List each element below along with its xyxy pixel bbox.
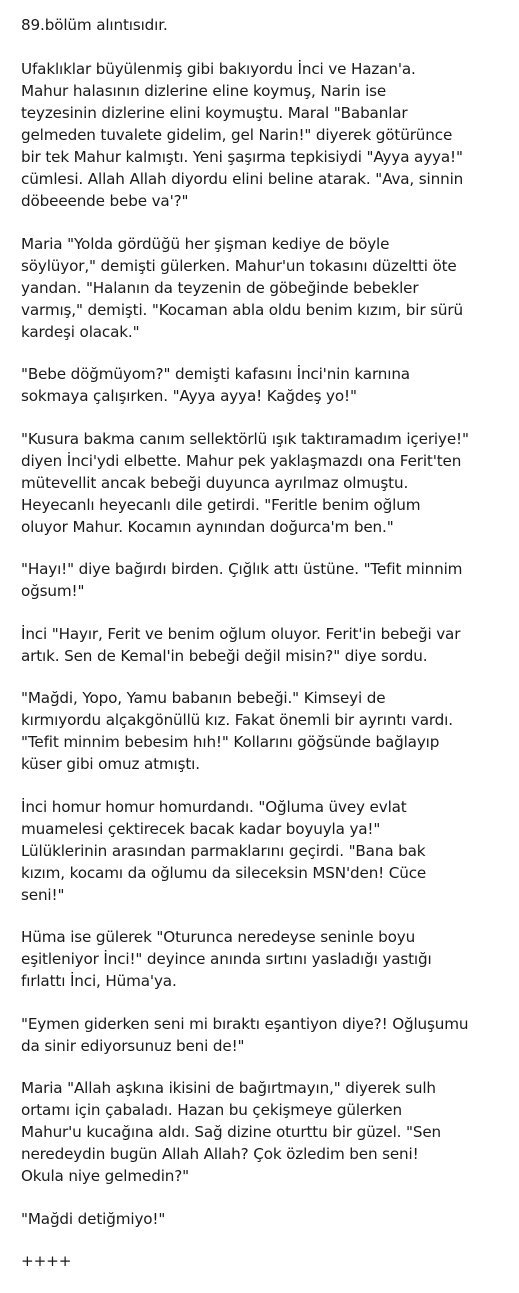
section-separator: ++++ [21, 1252, 72, 1270]
paragraph-12: "Mağdi detiğmiyo!" [21, 1209, 166, 1228]
paragraph-5: "Hayı!" diye bağırdı birden. Çığlık attı üstüne. "Tefit minnim oğsum!" [21, 560, 463, 600]
paragraph-7: "Mağdi, Yopo, Yamu babanın bebeği." Kimseyi de kırmıyordu alçakgönüllü kız. Fakat önemli bir ayrıntı vardı. "Tefit minnim bebesim hıh!" Kollarını göğsünde bağlayıp küser gibi omuz atmıştı. [21, 689, 453, 773]
chapter-header: 89.bölüm alıntısıdır. [21, 16, 168, 34]
paragraph-6: İnci "Hayır, Ferit ve benim oğlum oluyor. Ferit'in bebeği var artık. Sen de Kemal'in bebeği değil misin?" diye sordu. [21, 624, 461, 665]
paragraph-1: Ufaklıklar büyülenmiş gibi bakıyordu İnci ve Hazan'a. Mahur halasının dizlerine eline koymuş, Narin ise teyzesinin dizlerine elini koymuştu. Maral "Babanlar gelmeden tuvalete gidelim, gel Narin!" diyerek götürünce bir tek Mahur kalmıştı. Yeni şaşırma tepkisiydi "Ayya ayya!" cümlesi. Allah Allah diyordu elini beline atarak. "Ava, sinnin döbeeende bebe va'?" [21, 60, 464, 210]
paragraph-10: "Eymen giderken seni mi bıraktı eşantiyon diye?! Oğluşumu da sinir ediyorsunuz beni de!" [21, 1014, 469, 1055]
paragraph-2: Maria "Yolda gördüğü her şişman kediye de böyle söylüyor," demişti gülerken. Mahur'un tokasını düzeltti öte yandan. "Halanın da teyzenin de göbeğinde bebekler varmış," demişti. "Kocaman abla oldu benim kızım, bir sürü kardeşi olacak." [21, 234, 463, 341]
paragraph-11: Maria "Allah aşkına ikisini de bağırtmayın," diyerek sulh ortamı için çabaladı. Hazan bu çekişmeye gülerken Mahur'u kucağına aldı. Sağ dizine oturttu bir güzel. "Sen neredeydin bugün Allah Allah? Çok özledim ben seni! Okula niye gelmedin?" [21, 1079, 441, 1185]
paragraph-3: "Bebe döğmüyom?" demişti kafasını İnci'nin karnına sokmaya çalışırken. "Ayya ayya! Kağdeş yo!" [21, 365, 410, 405]
paragraph-9: Hüma ise gülerek "Oturunca neredeyse seninle boyu eşitleniyor İnci!" deyince anında sırtını yasladığı yastığı fırlattı İnci, Hüma'ya. [21, 928, 432, 990]
paragraph-8: İnci homur homur homurdandı. "Oğluma üvey evlat muamelesi çektirecek bacak kadar boyuyla ya!" Lülüklerinin arasından parmaklarını geçirdi. "Bana bak kızım, kocamı da oğlumu da sileceksin MSN'den! Cüce seni!" [21, 797, 427, 904]
paragraph-4: "Kusura bakma canım sellektörlü ışık taktıramadım içeriye!" diyen İnci'ydi elbette. Mahur pek yaklaşmazdı ona Ferit'ten mütevellit ancak bebeği duyunca ayrılmaz olmuştu. Heyecanlı heyecanlı dile getirdi. "Feritle benim oğlum oluyor Mahur. Kocamın aynından doğurca'm ben." [21, 429, 469, 536]
document-body [21, 14, 511, 1293]
